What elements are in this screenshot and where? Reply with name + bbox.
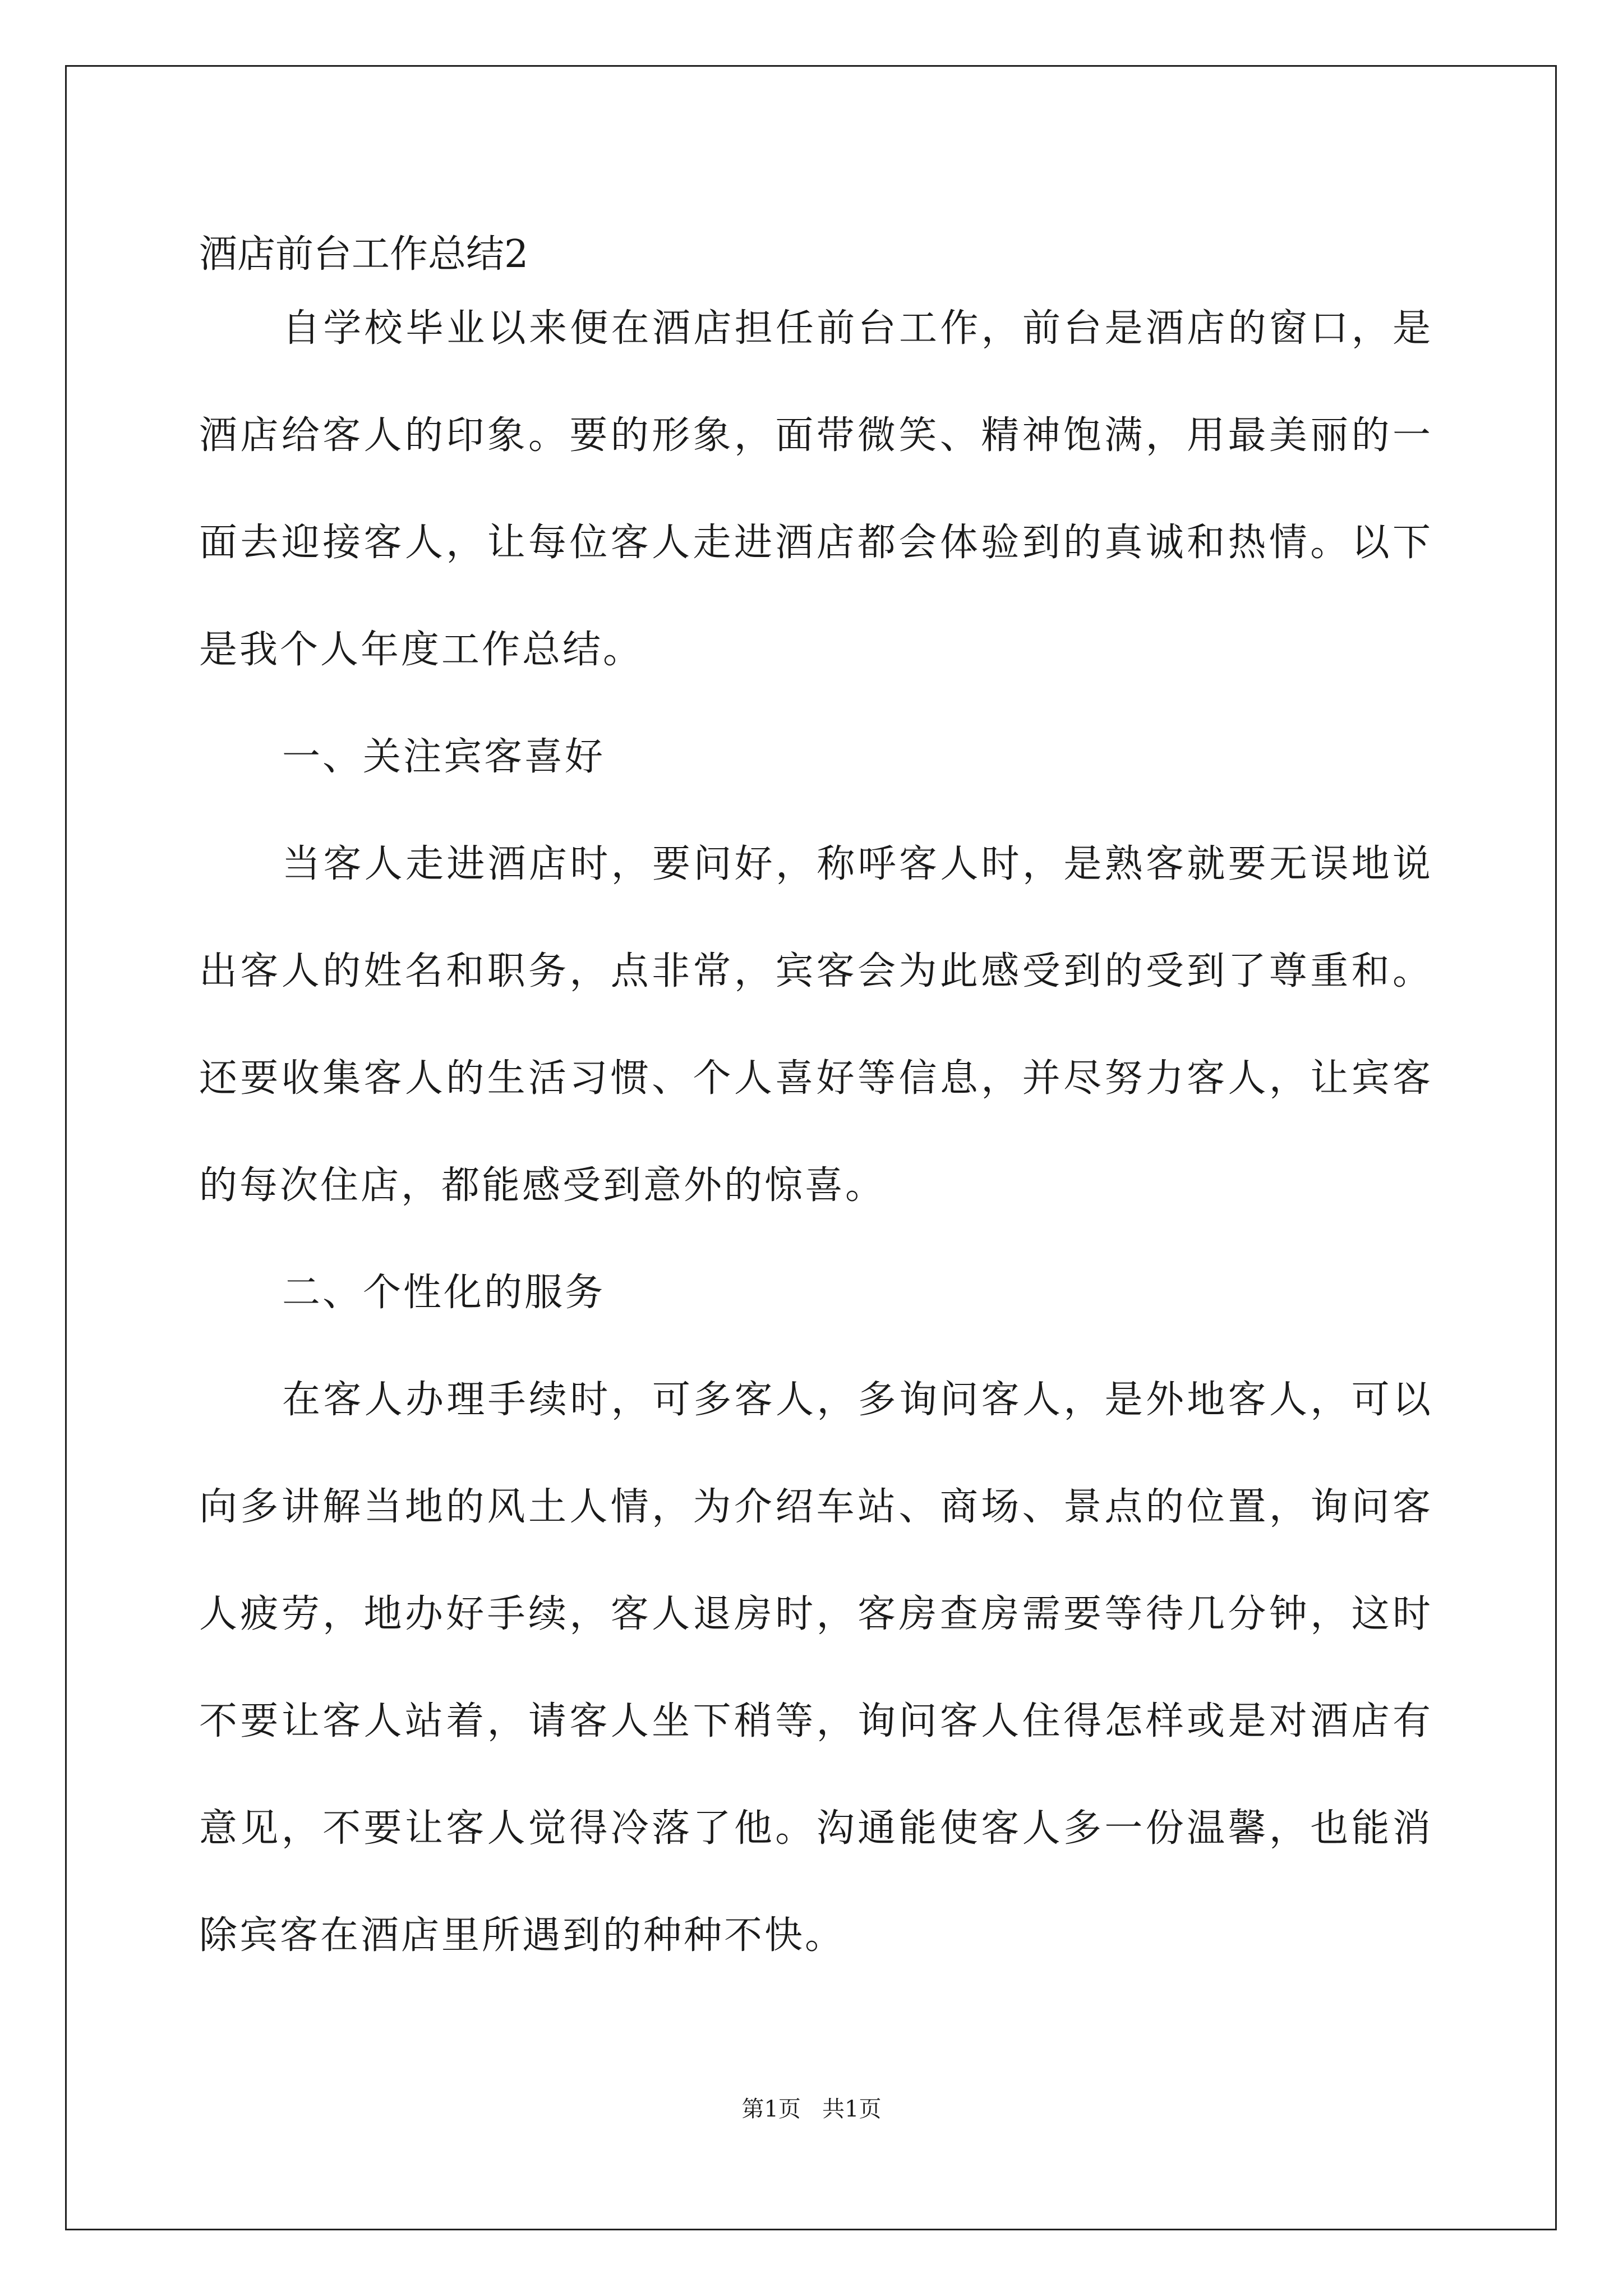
paragraph-line: 还要收集客人的生活习惯、个人喜好等信息，并尽努力客人，让宾客 [199, 1056, 1433, 1101]
paragraph-section-2 [199, 1379, 1433, 1957]
paragraph-line: 意见，不要让客人觉得冷落了他。沟通能使客人多一份温馨，也能消 [199, 1806, 1433, 1851]
paragraph-line: 向多讲解当地的风土人情，为介绍车站、商场、景点的位置，询问客 [199, 1485, 1433, 1529]
paragraph-intro [199, 307, 1433, 671]
page-footer: 第1页 共1页 [741, 2096, 882, 2122]
paragraph-line: 酒店给客人的印象。要的形象，面带微笑、精神饱满，用最美丽的一 [199, 413, 1433, 458]
paragraph-line: 出客人的姓名和职务，点非常，宾客会为此感受到的受到了尊重和。 [199, 949, 1433, 993]
paragraph-line: 除宾客在酒店里所遇到的种种不快。 [199, 1913, 846, 1958]
section-heading-2 [199, 1272, 1433, 1314]
section-heading: 一、关注宾客喜好 [282, 735, 606, 779]
document-title: 酒店前台工作总结2 [199, 232, 529, 277]
paragraph-line: 的每次住店，都能感受到意外的惊喜。 [199, 1163, 886, 1208]
paragraph-line: 当客人走进酒店时，要问好，称呼客人时，是熟客就要无误地说 [282, 842, 1433, 886]
paragraph-line: 在客人办理手续时，可多客人，多询问客人，是外地客人，可以 [282, 1378, 1433, 1422]
section-heading: 二、个性化的服务 [282, 1271, 606, 1315]
paragraph-line: 不要让客人站着，请客人坐下稍等，询问客人住得怎样或是对酒店有 [199, 1699, 1433, 1743]
paragraph-line: 是我个人年度工作总结。 [199, 628, 644, 672]
section-heading-1 [199, 736, 1433, 778]
paragraph-section-1 [199, 843, 1433, 1207]
paragraph-line: 人疲劳，地办好手续，客人退房时，客房查房需要等待几分钟，这时 [199, 1592, 1433, 1636]
document-body [199, 219, 1433, 2022]
paragraph-line: 自学校毕业以来便在酒店担任前台工作，前台是酒店的窗口，是 [282, 306, 1433, 351]
paragraph-line: 面去迎接客人，让每位客人走进酒店都会体验到的真诚和热情。以下 [199, 521, 1433, 565]
